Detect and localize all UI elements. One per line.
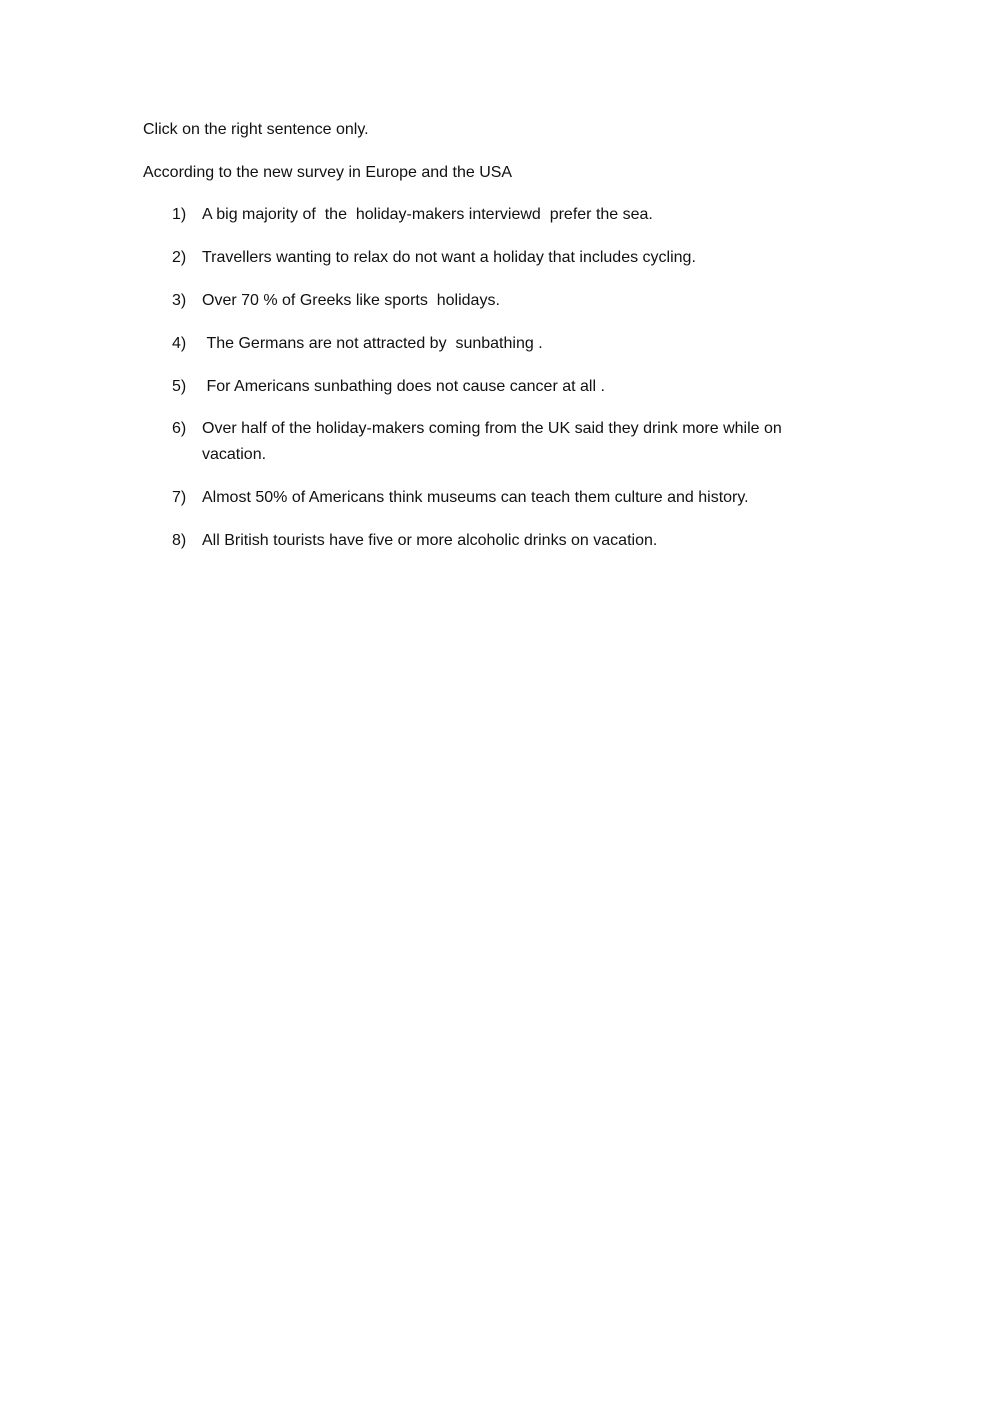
option-number: 6) — [172, 420, 187, 437]
option-text: All British tourists have five or more alcoholic drinks on vacation. — [202, 532, 658, 549]
sentence-option-6[interactable] — [172, 416, 832, 468]
option-text: A big majority of the holiday-makers interviewd prefer the sea. — [202, 206, 653, 223]
sentence-option-2[interactable] — [172, 245, 832, 271]
option-text: The Germans are not attracted by sunbathing . — [202, 335, 543, 352]
instruction-text: Click on the right sentence only. — [143, 121, 369, 138]
option-number: 7) — [172, 489, 187, 506]
option-text: For Americans sunbathing does not cause cancer at all . — [202, 378, 605, 395]
option-number: 3) — [172, 292, 187, 309]
option-number: 5) — [172, 378, 187, 395]
sentence-option-3[interactable] — [172, 288, 832, 314]
sentence-option-4[interactable] — [172, 331, 832, 357]
intro-text: According to the new survey in Europe and the USA — [143, 164, 513, 181]
option-text: Travellers wanting to relax do not want a holiday that includes cycling. — [202, 249, 696, 266]
option-text: Over 70 % of Greeks like sports holidays. — [202, 292, 500, 309]
option-text: Over half of the holiday-makers coming from the UK said they drink more while on vacation. — [202, 420, 787, 463]
sentence-option-7[interactable] — [172, 485, 832, 511]
sentence-option-8[interactable] — [172, 528, 832, 554]
sentence-option-1[interactable] — [172, 202, 832, 228]
option-number: 1) — [172, 206, 187, 223]
option-number: 4) — [172, 335, 187, 352]
sentence-option-5[interactable] — [172, 374, 832, 400]
option-text: Almost 50% of Americans think museums can teach them culture and history. — [202, 489, 749, 506]
option-number: 8) — [172, 532, 187, 549]
option-number: 2) — [172, 249, 187, 266]
